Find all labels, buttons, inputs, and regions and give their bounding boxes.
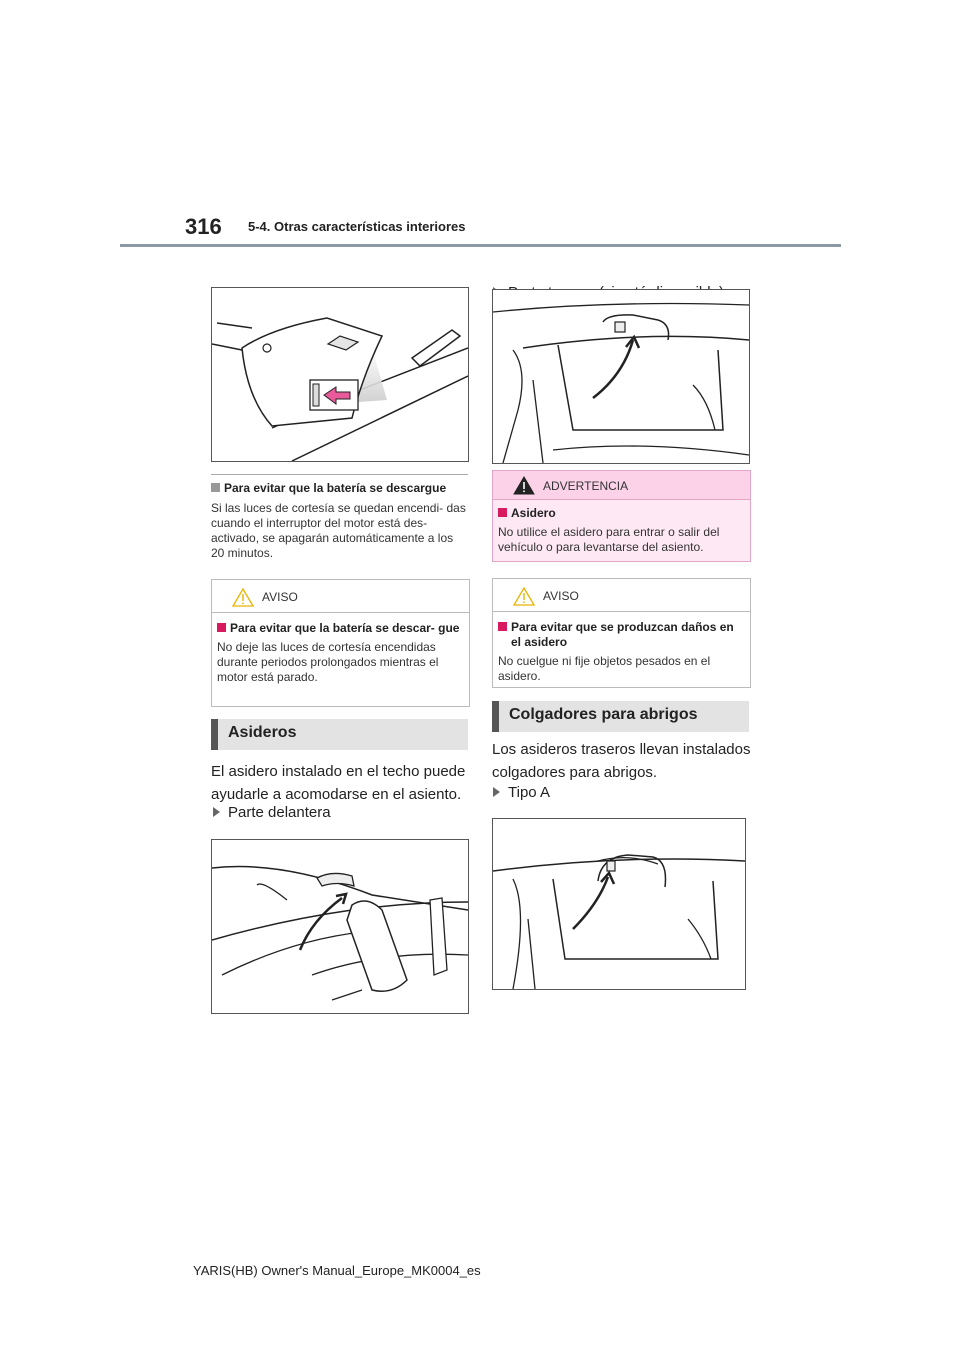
paragraph-asideros: El asidero instalado en el techo puede ayudarle a acomodarse en el asiento. bbox=[211, 763, 466, 803]
sun-visor-illustration bbox=[211, 287, 469, 462]
section-heading-text: Asideros bbox=[228, 724, 297, 741]
notice-header bbox=[212, 580, 469, 613]
coat-hook-illustration bbox=[492, 818, 746, 990]
caution-triangle-icon bbox=[232, 588, 254, 607]
notice-label: AVISO bbox=[262, 590, 298, 604]
page-number: 316 bbox=[185, 214, 222, 239]
notice-box-left bbox=[211, 579, 470, 707]
warning-header bbox=[493, 471, 750, 500]
section-title: 5-4. Otras características interiores bbox=[248, 219, 466, 234]
square-bullet-icon bbox=[217, 623, 226, 632]
notice-label: AVISO bbox=[543, 589, 579, 603]
bullet-front-text: Parte delantera bbox=[228, 804, 331, 821]
subsection-heading bbox=[211, 481, 468, 495]
paragraph-colgadores: Los asideros traseros llevan instalados colgadores para abrigos. bbox=[492, 741, 751, 781]
notice-box-right bbox=[492, 578, 751, 688]
arrow-bullet-icon bbox=[493, 787, 500, 797]
notice-heading-text: Para evitar que la batería se descar- gue bbox=[230, 621, 460, 635]
section-heading-text: Colgadores para abrigos bbox=[509, 706, 698, 723]
square-bullet-icon bbox=[498, 622, 507, 631]
subsection-text: Si las luces de cortesía se quedan encendi- das cuando el interruptor del motor está des- activado, se apagarán automáticamente a los 20 minutos. bbox=[211, 501, 466, 560]
notice-header bbox=[493, 579, 750, 612]
warning-label: ADVERTENCIA bbox=[543, 479, 629, 493]
section-heading-colgadores bbox=[492, 701, 749, 732]
subsection-rule bbox=[211, 474, 468, 475]
arrow-bullet-icon bbox=[213, 807, 220, 817]
bullet-type-a bbox=[493, 784, 550, 801]
notice-heading-text: Para evitar que se produzcan daños en el asidero bbox=[511, 620, 734, 649]
warning-triangle-icon bbox=[513, 476, 535, 495]
warning-heading-text: Asidero bbox=[511, 506, 556, 520]
bullet-front bbox=[213, 804, 331, 821]
square-bullet-icon bbox=[211, 483, 220, 492]
front-grab-handle-illustration bbox=[211, 839, 469, 1014]
warning-heading bbox=[498, 506, 745, 521]
subsection-heading-text: Para evitar que la batería se descargue bbox=[224, 481, 447, 495]
header-rule bbox=[120, 244, 841, 247]
caution-triangle-icon bbox=[513, 587, 535, 606]
footer-text: YARIS(HB) Owner's Manual_Europe_MK0004_es bbox=[193, 1263, 481, 1278]
notice-heading bbox=[217, 621, 464, 636]
warning-box bbox=[492, 470, 751, 562]
rear-grab-handle-illustration bbox=[492, 289, 750, 464]
section-heading-asideros bbox=[211, 719, 468, 750]
bullet-type-a-text: Tipo A bbox=[508, 784, 550, 801]
square-bullet-icon bbox=[498, 508, 507, 517]
notice-text: No cuelgue ni fije objetos pesados en el asidero. bbox=[498, 654, 711, 683]
notice-text: No deje las luces de cortesía encendidas durante periodos prolongados mientras el motor está parado. bbox=[217, 640, 439, 684]
warning-text: No utilice el asidero para entrar o salir del vehículo o para levantarse del asiento. bbox=[498, 525, 720, 554]
notice-heading bbox=[498, 620, 745, 650]
